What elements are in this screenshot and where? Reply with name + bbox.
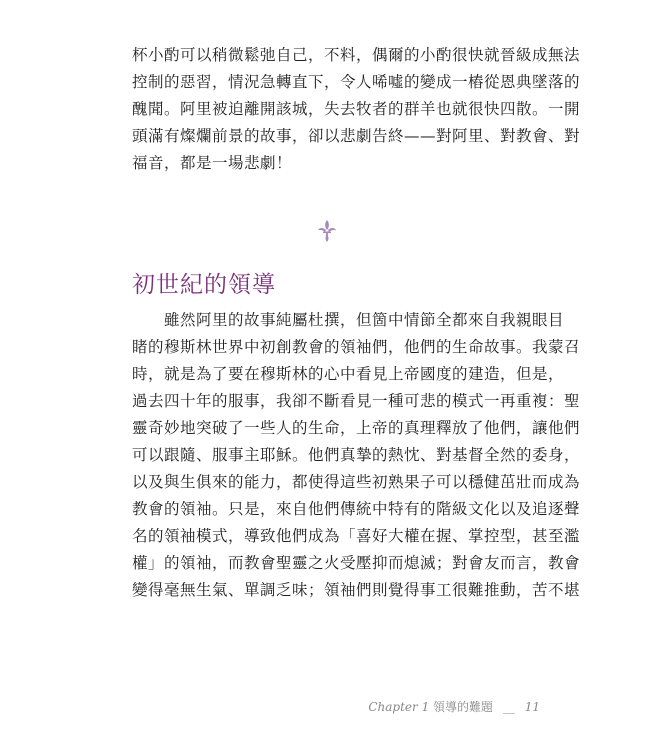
text-line: 教會的領袖。只是，來自他們傳統中特有的階級文化以及追逐聲 <box>132 500 581 518</box>
text-line: 控制的惡習，情況急轉直下，令人唏噓的變成一樁從恩典墜落的 <box>132 73 581 91</box>
text-line: 雖然阿里的故事純屬杜撰，但箇中情節全都來自我親眼目 <box>132 311 565 329</box>
text-line: 權」的領袖，而教會聖靈之火受壓抑而熄滅；對會友而言，教會 <box>132 554 581 572</box>
footer-separator: __ <box>502 700 515 714</box>
text-line: 名的領袖模式，導致他們成為「喜好大權在握、掌控型，甚至濫 <box>132 527 581 545</box>
text-line: 變得毫無生氣、單調乏味；領袖們則覺得事工很難推動，苦不堪 <box>132 581 581 599</box>
chapter-title: 領導的難題 <box>433 700 494 714</box>
text-line: 睹的穆斯林世界中初創教會的領袖們，他們的生命故事。我蒙召 <box>132 338 581 356</box>
chapter-label: Chapter 1 <box>368 700 430 714</box>
text-line: 福音，都是一場悲劇！ <box>132 154 293 172</box>
text-line: 過去四十年的服事，我卻不斷看見一種可悲的模式一再重複：聖 <box>132 392 581 410</box>
body-paragraph-2 <box>132 307 581 604</box>
text-line: 時，就是為了要在穆斯林的心中看見上帝國度的建造，但是， <box>132 365 565 383</box>
text-line: 可以跟隨、服事主耶穌。他們真摯的熱忱、對基督全然的委身， <box>132 446 581 464</box>
section-heading: 初世紀的領導 <box>132 272 276 298</box>
text-line: 杯小酌可以稍微鬆弛自己，不料，偶爾的小酌很快就晉級成無法 <box>132 46 581 64</box>
body-paragraph-1 <box>132 42 581 177</box>
text-line: 醜聞。阿里被迫離開該城，失去牧者的群羊也就很快四散。一開 <box>132 100 581 118</box>
text-line: 以及與生俱來的能力，都使得這些初熟果子可以穩健茁壯而成為 <box>132 473 581 491</box>
page-number: 11 <box>524 700 540 714</box>
text-line: 頭滿有燦爛前景的故事，卻以悲劇告終——對阿里、對教會、對 <box>132 127 581 145</box>
text-line: 靈奇妙地突破了一些人的生命，上帝的真理釋放了他們，讓他們 <box>132 419 581 437</box>
running-footer <box>368 698 540 715</box>
fleur-de-lis-icon <box>315 218 339 242</box>
